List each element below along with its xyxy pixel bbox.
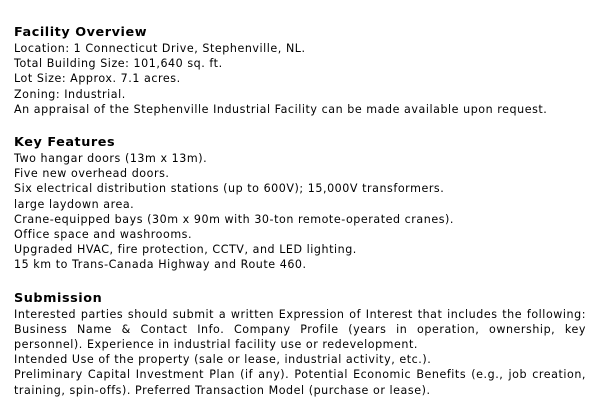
feature-item: Office space and washrooms. [14,228,193,242]
feature-item: Upgraded HVAC, fire protection, CCTV, and LED lighting. [14,243,357,257]
facility-overview-section [14,25,586,117]
facility-zoning-line: Zoning: Industrial. [14,87,126,101]
feature-item: large laydown area. [14,197,135,211]
facility-location-line: Location: 1 Connecticut Drive, Stephenville, NL. [14,42,306,55]
submission-paragraph-requirements: Interested parties should submit a written Expression of Interest that includes the following: Business Name & Contact Info. Company Profile (years in operation, ownership, key personnel). Experience in industrial facility use or redevelopment. [14,307,586,352]
facility-overview-heading: Facility Overview [14,25,148,40]
key-features-heading: Key Features [14,135,116,151]
facility-appraisal-line: An appraisal of the Stephenville Industrial Facility can be made available upon request. [14,102,548,116]
feature-item: Six electrical distribution stations (up to 600V); 15,000V transformers. [14,182,445,196]
feature-item: Two hangar doors (13m x 13m). [14,152,208,166]
feature-item: Crane-equipped bays (30m x 90m with 30-ton remote-operated cranes). [14,212,455,226]
submission-paragraph-investment: Preliminary Capital Investment Plan (if any). Potential Economic Benefits (e.g., job creation, training, spin-offs). Preferred Transaction Model (purchase or lease). [14,368,586,397]
submission-heading: Submission [14,290,103,306]
submission-paragraph-intended-use: Intended Use of the property (sale or lease, industrial activity, etc.). [14,353,432,367]
key-features-section [14,135,586,273]
document-page [14,25,586,416]
facility-building-size-line: Total Building Size: 101,640 sq. ft. [14,57,223,71]
facility-lot-size-line: Lot Size: Approx. 7.1 acres. [14,72,181,86]
feature-item: Five new overhead doors. [14,167,170,181]
submission-section [14,291,586,398]
feature-item: 15 km to Trans-Canada Highway and Route 460. [14,258,307,272]
